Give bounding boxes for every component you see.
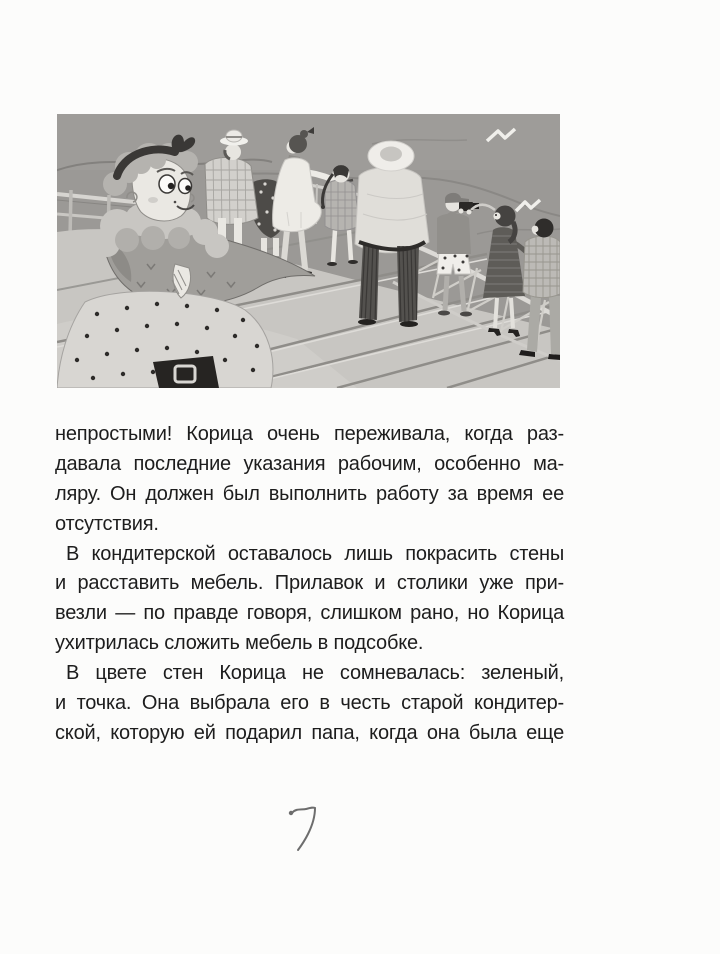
ship-deck-scene [57, 114, 560, 388]
text-line: непростыми! Корица очень переживала, когда раз- [55, 423, 564, 445]
text-line: ляру. Он должен был выполнить работу за время ее [55, 482, 564, 505]
text-line: везли — по правде говоря, слишком рано, но Корица [55, 602, 564, 625]
page-number-text [286, 852, 287, 853]
book-illustration [57, 114, 560, 388]
text-line: давала последние указания рабочим, особенно ма- [55, 452, 564, 475]
text-line: ухитрилась сложить мебель в подсобке. [55, 632, 424, 655]
text-line: В цвете стен Корица не сомневалась: зеленый, [66, 662, 564, 685]
text-line: и расставить мебель. Прилавок и столики уже при- [55, 572, 564, 595]
page-text [55, 420, 564, 749]
page-number [286, 804, 326, 852]
text-line: и точка. Она выбрала его в честь старой кондитер- [55, 692, 564, 715]
text-line: отсутствия. [55, 512, 159, 535]
text-line: ской, которую ей подарил папа, когда она была еще [55, 721, 564, 744]
text-line: В кондитерской оставалось лишь покрасить стены [66, 542, 564, 565]
page-number-glyph [286, 804, 326, 852]
